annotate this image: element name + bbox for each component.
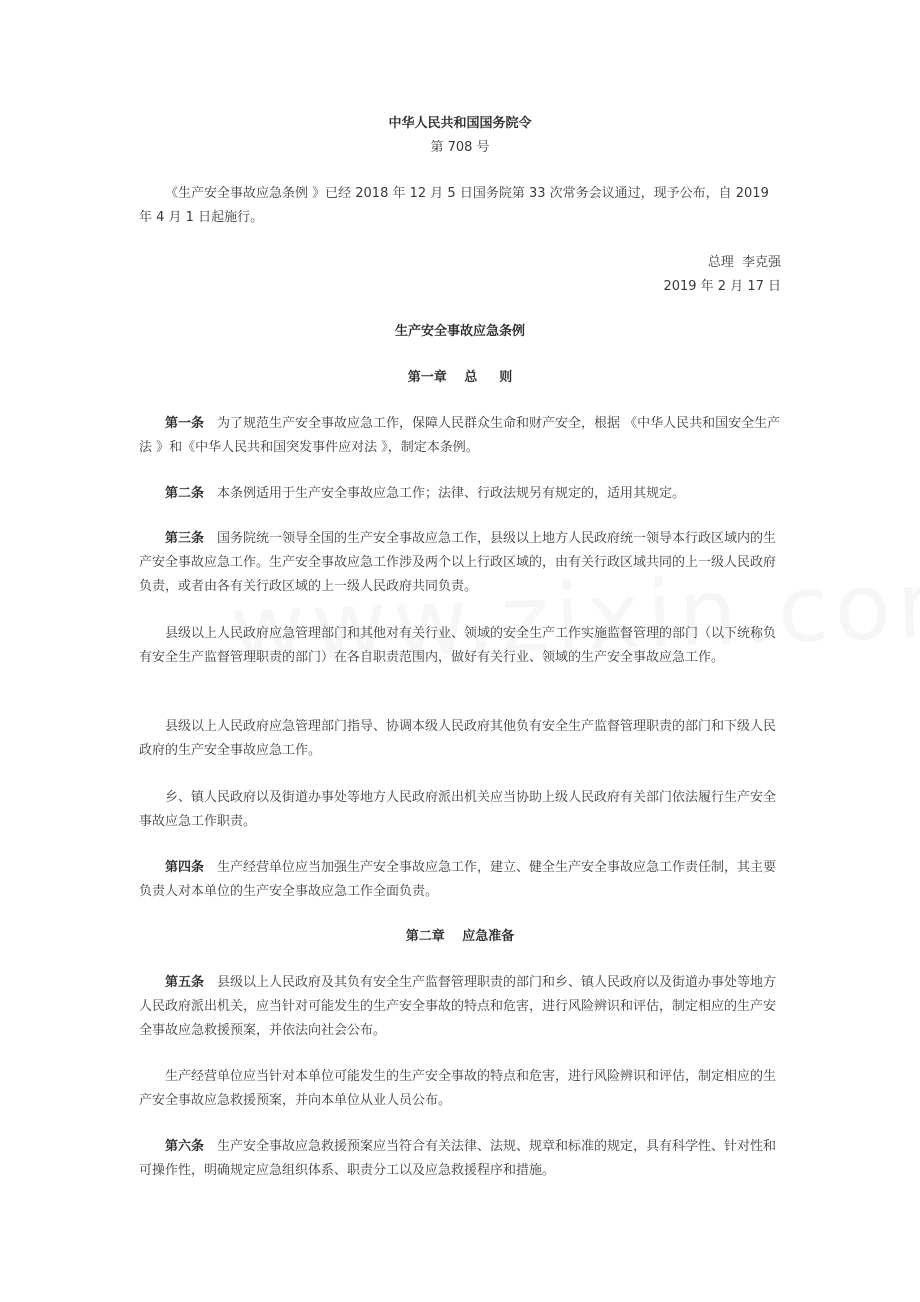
article-3 xyxy=(139,527,781,599)
article-2 xyxy=(139,482,781,506)
signature-block xyxy=(139,251,781,299)
article-3-para-2 xyxy=(139,622,781,670)
signer: 总理 李克强 xyxy=(707,255,781,270)
article-4-text: 生产经营单位应当加强生产安全事故应急工作，建立、健全生产安全事故应急工作责任制，其主要负责人对本单位的生产安全事故应急工作全面负责。 xyxy=(139,860,777,899)
article-3-text: 国务院统一领导全国的生产安全事故应急工作，县级以上地方人民政府统一领导本行政区域内的生产安全事故应急工作。生产安全事故应急工作涉及两个以上行政区域的，由有关行政区域共同的上一级人民政府负责，或者由各有关行政区域的上一级人民政府共同负责。 xyxy=(139,531,777,594)
article-5-text: 县级以上人民政府及其负有安全生产监督管理职责的部门和乡、镇人民政府以及街道办事处等地方人民政府派出机关，应当针对可能发生的生产安全事故的特点和危害，进行风险辨识和评估，制定相应的生产安全事故应急救援预案，并依法向社会公布。 xyxy=(139,975,777,1038)
chapter-1-heading xyxy=(139,366,781,390)
article-3-label: 第三条 xyxy=(165,531,205,546)
article-6-label: 第六条 xyxy=(165,1139,205,1154)
article-1 xyxy=(139,412,781,460)
article-1-text: 为了规范生产安全事故应急工作，保障人民群众生命和财产安全，根据 《中华人民共和国安全生产法 》和《中华人民共和国突发事件应对法 》，制定本条例。 xyxy=(139,416,781,455)
article-1-label: 第一条 xyxy=(165,416,205,431)
article-3-para-3 xyxy=(139,715,781,763)
chapter-2-title: 第二章 应急准备 xyxy=(405,929,515,944)
article-3-para-2-text: 县级以上人民政府应急管理部门和其他对有关行业、领域的安全生产工作实施监督管理的部门（以下统称负有安全生产监督管理职责的部门）在各自职责范围内，做好有关行业、领域的生产安全事故应急工作。 xyxy=(139,626,777,665)
doc-title: 生产安全事故应急条例 xyxy=(394,324,525,339)
chapter-2-heading xyxy=(139,925,781,949)
article-5 xyxy=(139,971,781,1043)
doc-title-block xyxy=(139,320,781,344)
signature-date: 2019 年 2 月 17 日 xyxy=(663,279,781,294)
article-5-label: 第五条 xyxy=(165,975,205,990)
decree-header xyxy=(139,112,781,160)
decree-issuer: 中华人民共和国国务院令 xyxy=(388,116,532,131)
article-2-text: 本条例适用于生产安全事故应急工作；法律、行政法规另有规定的，适用其规定。 xyxy=(217,486,686,501)
article-5-para-2-text: 生产经营单位应当针对本单位可能发生的生产安全事故的特点和危害，进行风险辨识和评估，制定相应的生产安全事故应急救援预案，并向本单位从业人员公布。 xyxy=(139,1069,777,1108)
article-4-label: 第四条 xyxy=(165,860,205,875)
article-6-text: 生产安全事故应急救援预案应当符合有关法律、法规、规章和标准的规定，具有科学性、针对性和可操作性，明确规定应急组织体系、职责分工以及应急救援程序和措施。 xyxy=(139,1139,777,1178)
article-3-para-4 xyxy=(139,786,781,834)
article-4 xyxy=(139,856,781,904)
article-6 xyxy=(139,1135,781,1183)
promulgation-block xyxy=(139,182,781,230)
article-3-para-4-text: 乡、镇人民政府以及街道办事处等地方人民政府派出机关应当协助上级人民政府有关部门依法履行生产安全事故应急工作职责。 xyxy=(139,790,777,829)
decree-number: 第 708 号 xyxy=(430,140,490,155)
article-5-para-2 xyxy=(139,1065,781,1113)
chapter-1-title: 第一章 总 则 xyxy=(407,370,513,385)
article-3-para-3-text: 县级以上人民政府应急管理部门指导、协调本级人民政府其他负有安全生产监督管理职责的部门和下级人民政府的生产安全事故应急工作。 xyxy=(139,719,777,758)
promulgation-text: 《生产安全事故应急条例 》已经 2018 年 12 月 5 日国务院第 33 次常务会议通过，现予公布，自 2019 年 4 月 1 日起施行。 xyxy=(139,186,769,225)
article-2-label: 第二条 xyxy=(165,486,205,501)
